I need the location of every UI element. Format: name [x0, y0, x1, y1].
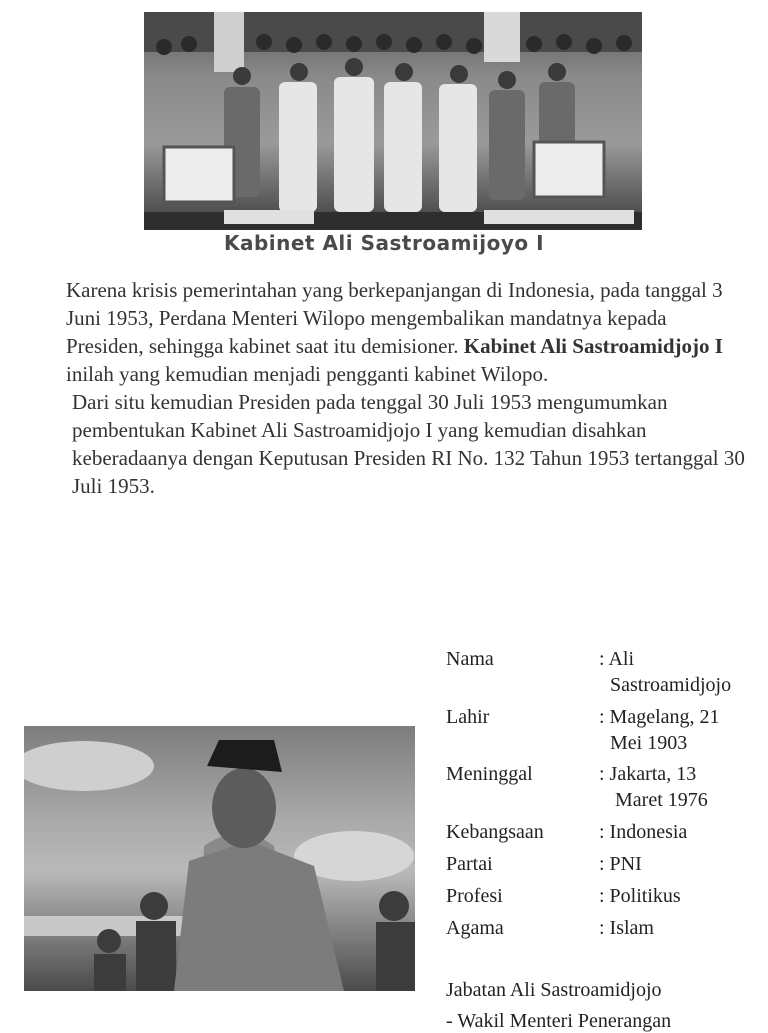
body-text: [26, 276, 746, 500]
paragraph-2: Dari situ kemudian Presiden pada tenggal 30 Juli 1953 mengumumkan pembentukan Kabinet Ali Sastroamidjojo I yang kemudian disahkan keberadaanya dengan Keputusan Presiden RI No. 132 Tahun 1953 tertanggal 30 Juli 1953.: [72, 390, 745, 498]
bio-label: Kebangsaan: [446, 821, 544, 843]
bio-row-lahir: [446, 704, 756, 761]
bio-row-kebangsaan: [446, 819, 756, 851]
group-photo-icon: [144, 12, 642, 230]
bio-label: Lahir: [446, 706, 490, 728]
bio-value-line1: : Ali: [599, 648, 635, 670]
bio-value: : Politikus: [599, 885, 681, 907]
bio-value-line2: Maret 1976: [615, 789, 708, 811]
bio-value-line2: Mei 1903: [610, 732, 688, 754]
paragraph-1-bold: Kabinet Ali Sastroamidjojo I: [463, 334, 723, 358]
bio-row-nama: [446, 646, 756, 704]
cabinet-group-photo: [144, 12, 642, 230]
jabatan-item: - Wakil Menteri Penerangan: [446, 1010, 672, 1032]
bio-value: : Islam: [599, 917, 654, 939]
bio-row-partai: [446, 851, 756, 883]
paragraph-1: [26, 276, 746, 388]
bio-label: Agama: [446, 917, 504, 939]
bio-label: Partai: [446, 853, 493, 875]
bio-value: : PNI: [599, 853, 642, 875]
bio-label: Nama: [446, 648, 494, 670]
bio-table: [446, 646, 756, 947]
jabatan-title: Jabatan Ali Sastroamidjojo: [446, 979, 662, 1001]
bio-value: [599, 761, 756, 813]
bio-value-line1: : Magelang, 21: [599, 706, 720, 728]
bio-row-profesi: [446, 883, 756, 915]
photo-caption: Kabinet Ali Sastroamijoyo I: [223, 231, 545, 255]
bio-row-meninggal: [446, 761, 756, 819]
bio-value: [599, 704, 756, 756]
bio-value-line2: Sastroamidjojo: [610, 674, 732, 696]
bio-label: Meninggal: [446, 763, 533, 785]
bio-row-agama: [446, 915, 756, 947]
portrait-photo: [24, 726, 415, 991]
bio-value: : Indonesia: [599, 821, 688, 843]
bio-value: [599, 646, 756, 698]
portrait-photo-icon: [24, 726, 415, 991]
bio-label: Profesi: [446, 885, 503, 907]
paragraph-1-part2: inilah yang kemudian menjadi pengganti kabinet Wilopo.: [66, 362, 549, 386]
paragraph-1-part1: Karena krisis pemerintahan yang berkepanjangan di Indonesia, pada tanggal 3 Juni 1953, Perdana Menteri Wilopo mengembalikan mandatnya kepada Presiden, sehingga kabinet saat itu demisioner.: [66, 278, 723, 358]
bio-value-line1: : Jakarta, 13: [599, 763, 697, 785]
